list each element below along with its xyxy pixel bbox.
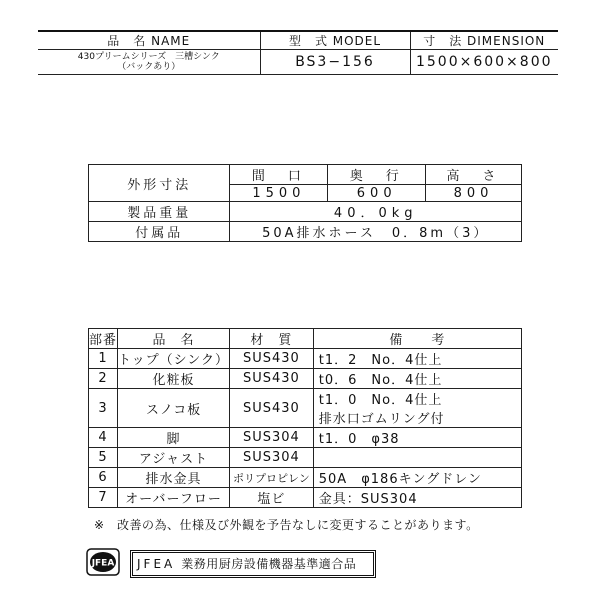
outer-dimension-label: 外形寸法 <box>89 165 230 202</box>
part-remark <box>313 448 521 468</box>
part-number: 5 <box>89 448 118 468</box>
part-remark <box>313 389 521 428</box>
jfea-code: JFEA <box>137 557 176 571</box>
part-number-header: 部番 <box>89 329 118 349</box>
table-row <box>89 369 522 389</box>
part-material: SUS304 <box>230 448 314 468</box>
accessory-row <box>89 222 522 242</box>
part-name: 化粧板 <box>118 369 230 389</box>
table-row <box>89 488 522 508</box>
part-name: スノコ板 <box>118 389 230 428</box>
part-number: 4 <box>89 428 118 448</box>
part-name: トップ（シンク） <box>118 349 230 369</box>
part-number: 2 <box>89 369 118 389</box>
product-header-table <box>38 30 558 75</box>
part-remark: t0．6 No．4仕上 <box>313 369 521 389</box>
part-material: ポリプロピレン <box>230 468 314 488</box>
jfea-logo-text: JFEA <box>91 558 115 569</box>
part-name-header: 品 名 <box>118 329 230 349</box>
accessory-value: 50A排水ホース 0．8m（3） <box>230 222 522 242</box>
part-name: 排水金具 <box>118 468 230 488</box>
part-number: 7 <box>89 488 118 508</box>
part-remark-line2: 排水口ゴムリング付 <box>318 412 445 427</box>
part-material: SUS430 <box>230 349 314 369</box>
depth-value: 600 <box>328 185 426 202</box>
part-material: 塩ビ <box>230 488 314 508</box>
product-name-cell <box>38 50 260 75</box>
part-remark: t1．0 φ38 <box>313 428 521 448</box>
table-row <box>89 349 522 369</box>
header-value-row <box>38 50 558 75</box>
weight-label: 製品重量 <box>89 202 230 222</box>
part-name: 脚 <box>118 428 230 448</box>
jfea-certification-badge <box>130 550 376 578</box>
dimension-value: 1500×600×800 <box>410 50 558 75</box>
weight-value: 40．0kg <box>230 202 522 222</box>
jfea-logo-icon <box>86 548 120 576</box>
part-material: SUS304 <box>230 428 314 448</box>
part-remark: 50A φ186キングドレン <box>313 468 521 488</box>
depth-label: 奥 行 <box>328 165 426 185</box>
part-material: SUS430 <box>230 369 314 389</box>
product-name-line1: 430プリームシリーズ 三槽シンク <box>77 52 220 62</box>
dimension-label: 寸 法 DIMENSION <box>410 31 558 50</box>
jfea-text: 業務用厨房設備機器基準適合品 <box>181 557 357 571</box>
dimension-table <box>88 164 522 242</box>
table-row <box>89 448 522 468</box>
header-label-row <box>38 31 558 50</box>
product-name-line2: （バックあり） <box>117 62 181 72</box>
weight-row <box>89 202 522 222</box>
part-number: 1 <box>89 349 118 369</box>
table-row <box>89 468 522 488</box>
disclaimer-note: ※ 改善の為、仕様及び外観を予告なしに変更することがあります。 <box>94 518 479 532</box>
height-value: 800 <box>426 185 522 202</box>
part-name: アジャスト <box>118 448 230 468</box>
model-value: BS3−156 <box>260 50 410 75</box>
accessory-label: 付属品 <box>89 222 230 242</box>
material-header: 材 質 <box>230 329 314 349</box>
remarks-header: 備 考 <box>313 329 521 349</box>
part-number: 6 <box>89 468 118 488</box>
name-label: 品 名 NAME <box>38 31 260 50</box>
width-value: 1500 <box>230 185 328 202</box>
parts-table <box>88 328 522 508</box>
part-number: 3 <box>89 389 118 428</box>
part-remark: t1．2 No．4仕上 <box>313 349 521 369</box>
model-label: 型 式 MODEL <box>260 31 410 50</box>
part-name: オーバーフロー <box>118 488 230 508</box>
dimension-header-row <box>89 165 522 185</box>
part-material: SUS430 <box>230 389 314 428</box>
parts-header-row <box>89 329 522 349</box>
table-row <box>89 428 522 448</box>
part-remark-line1: t1．0 No．4仕上 <box>318 393 443 408</box>
width-label: 間 口 <box>230 165 328 185</box>
height-label: 高 さ <box>426 165 522 185</box>
part-remark: 金具：SUS304 <box>313 488 521 508</box>
table-row <box>89 389 522 428</box>
